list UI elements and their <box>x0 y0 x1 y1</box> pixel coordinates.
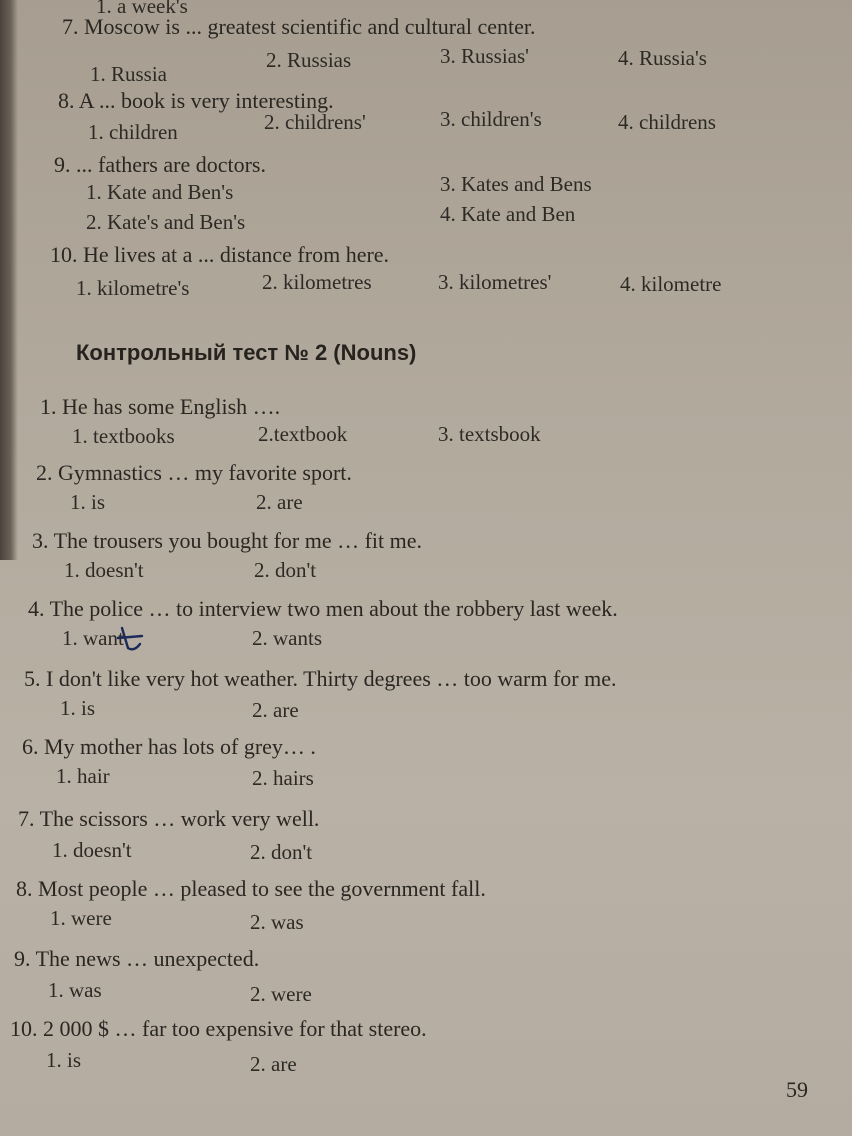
top-question-7: 7. Moscow is ... greatest scientific and cultural center. <box>62 14 536 39</box>
top-q10-option-1: 1. kilometre's <box>76 276 190 300</box>
top-question-8: 8. A ... book is very interesting. <box>58 88 334 113</box>
top-q9-option-4: 4. Kate and Ben <box>440 202 576 226</box>
test2-question-5: 5. I don't like very hot weather. Thirty degrees … too warm for me. <box>24 666 617 691</box>
test2-q4-option-2: 2. wants <box>252 626 322 650</box>
test2-q2-option-1: 1. is <box>70 490 106 514</box>
top-q10-option-4: 4. kilometre <box>620 272 722 296</box>
top-q8-option-3: 3. children's <box>440 107 542 131</box>
test2-question-8: 8. Most people … pleased to see the government fall. <box>16 876 486 901</box>
top-q9-option-2: 2. Kate's and Ben's <box>86 210 246 234</box>
test2-question-2: 2. Gymnastics … my favorite sport. <box>36 460 352 485</box>
test2-question-7: 7. The scissors … work very well. <box>18 806 320 831</box>
test2-q7-option-1: 1. doesn't <box>52 838 132 862</box>
test2-q3-option-1: 1. doesn't <box>64 558 144 582</box>
top-q7-option-3: 3. Russias' <box>440 44 529 68</box>
top-q7-option-1: 1. Russia <box>90 62 168 86</box>
test2-question-6: 6. My mother has lots of grey… . <box>22 734 316 759</box>
test2-q3-option-2: 2. don't <box>254 558 317 582</box>
test2-q8-option-2: 2. was <box>250 910 304 934</box>
top-q10-option-2: 2. kilometres <box>262 270 372 294</box>
top-q8-option-2: 2. childrens' <box>264 110 366 134</box>
test2-q6-option-1: 1. hair <box>56 764 110 788</box>
top-question-9: 9. ... fathers are doctors. <box>54 152 266 177</box>
page-number: 59 <box>786 1077 808 1102</box>
test2-q4-option-1: 1. want <box>62 626 124 650</box>
top-q7-option-2: 2. Russias <box>266 48 352 72</box>
top-q9-option-3: 3. Kates and Bens <box>440 172 592 196</box>
book-spine-shadow <box>0 0 18 560</box>
test2-q5-option-2: 2. are <box>252 698 299 722</box>
test2-q10-option-2: 2. are <box>250 1052 297 1076</box>
test2-q1-option-1: 1. textbooks <box>72 424 175 448</box>
test2-q8-option-1: 1. were <box>50 906 112 930</box>
test2-q9-option-2: 2. were <box>250 982 312 1006</box>
test2-question-10: 10. 2 000 $ … far too expensive for that stereo. <box>10 1016 427 1041</box>
q6-partial-option: 1. a week's <box>96 0 188 18</box>
test2-q9-option-1: 1. was <box>48 978 102 1002</box>
test2-question-3: 3. The trousers you bought for me … fit me. <box>32 528 423 553</box>
test2-q5-option-1: 1. is <box>60 696 96 720</box>
test2-q1-option-2: 2.textbook <box>258 422 348 446</box>
test2-question-1: 1. He has some English …. <box>40 394 281 419</box>
test2-q1-option-3: 3. textsbook <box>438 422 541 446</box>
test2-q2-option-2: 2. are <box>256 490 303 514</box>
top-q8-option-4: 4. childrens <box>618 110 716 134</box>
top-q8-option-1: 1. children <box>88 120 178 144</box>
handwritten-pen-mark <box>116 624 146 654</box>
top-q10-option-3: 3. kilometres' <box>438 270 552 294</box>
test-2-title: Контрольный тест № 2 (Nouns) <box>76 340 417 365</box>
test2-question-9: 9. The news … unexpected. <box>14 946 260 971</box>
top-question-10: 10. He lives at a ... distance from here. <box>50 242 390 267</box>
test2-question-4: 4. The police … to interview two men about the robbery last week. <box>28 596 618 621</box>
test2-q7-option-2: 2. don't <box>250 840 313 864</box>
test2-q6-option-2: 2. hairs <box>252 766 314 790</box>
test2-q10-option-1: 1. is <box>46 1048 82 1072</box>
top-q7-option-4: 4. Russia's <box>618 46 707 70</box>
top-q9-option-1: 1. Kate and Ben's <box>86 180 234 204</box>
